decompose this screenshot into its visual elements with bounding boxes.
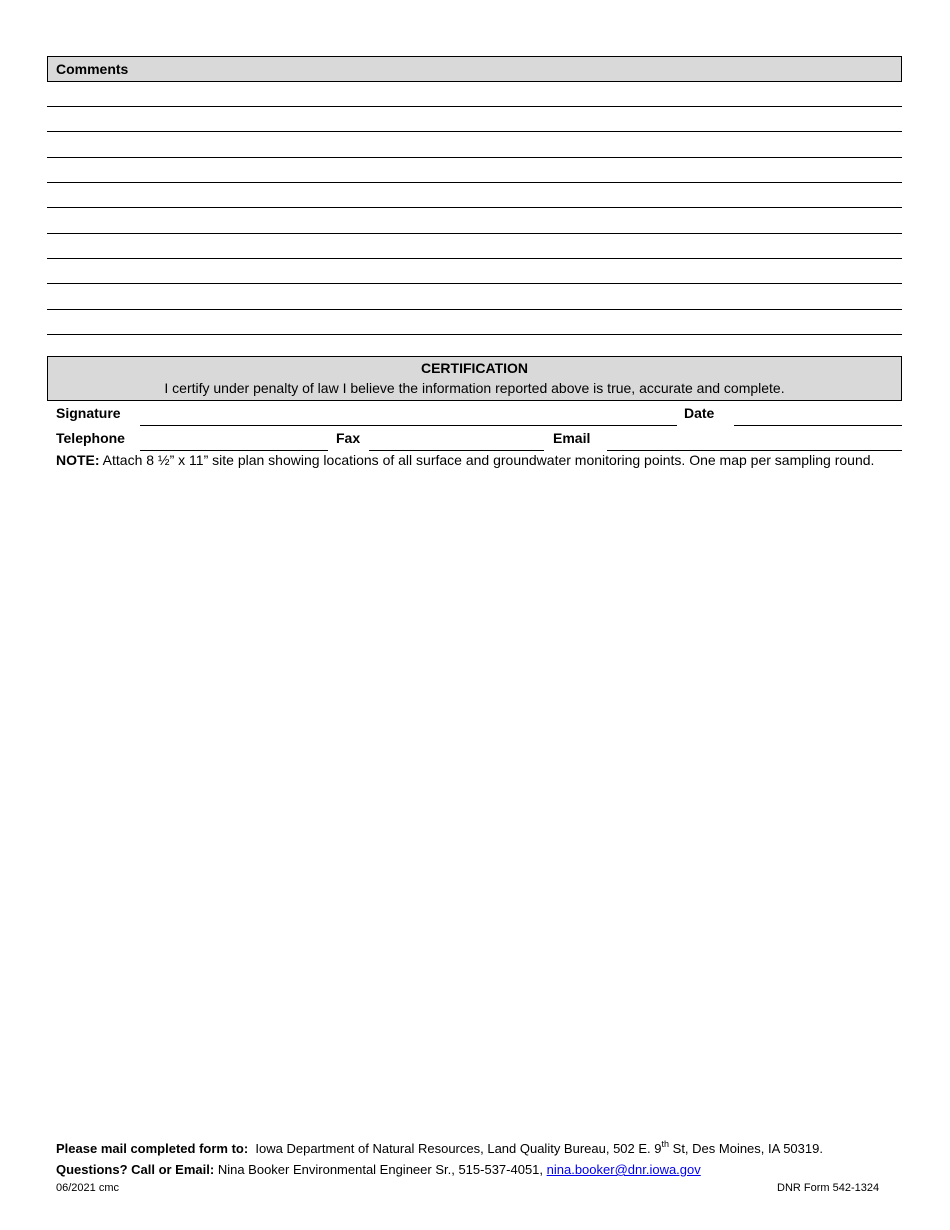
date-label: Date bbox=[684, 405, 715, 421]
comment-line[interactable] bbox=[47, 283, 902, 284]
note-label: NOTE: bbox=[56, 452, 100, 468]
date-field[interactable] bbox=[734, 425, 902, 426]
signature-label: Signature bbox=[56, 405, 121, 421]
certification-box bbox=[47, 356, 902, 401]
comment-line[interactable] bbox=[47, 233, 902, 234]
form-revision: 06/2021 cmc bbox=[56, 1182, 119, 1194]
comment-line[interactable] bbox=[47, 182, 902, 183]
questions-label: Questions? Call or Email: bbox=[56, 1162, 215, 1177]
form-number: DNR Form 542-1324 bbox=[777, 1182, 880, 1194]
comment-line[interactable] bbox=[47, 157, 902, 158]
contact-email-link[interactable]: nina.booker@dnr.iowa.gov bbox=[546, 1162, 701, 1177]
mail-address-part1: Iowa Department of Natural Resources, Land Quality Bureau, 502 E. 9 bbox=[248, 1141, 662, 1156]
comments-header bbox=[47, 56, 902, 82]
comment-line[interactable] bbox=[47, 334, 902, 335]
certification-title: CERTIFICATION bbox=[420, 360, 529, 376]
note-text: Attach 8 ½” x 11” site plan showing locations of all surface and groundwater monitoring points. One map per sampling round. bbox=[99, 452, 875, 468]
email-label: Email bbox=[553, 430, 591, 446]
comments-title: Comments bbox=[56, 61, 129, 77]
telephone-label: Telephone bbox=[56, 430, 125, 446]
comment-line[interactable] bbox=[47, 131, 902, 132]
certification-statement: I certify under penalty of law I believe the information reported above is true, accurate and complete. bbox=[164, 380, 785, 396]
comment-line[interactable] bbox=[47, 106, 902, 107]
comment-line[interactable] bbox=[47, 258, 902, 259]
note-paragraph bbox=[56, 451, 896, 470]
mail-address-superscript: th bbox=[661, 1139, 670, 1149]
mail-address-part2: St, Des Moines, IA 50319. bbox=[669, 1141, 823, 1156]
fax-label: Fax bbox=[336, 430, 361, 446]
questions-contact bbox=[56, 1162, 701, 1177]
signature-field[interactable] bbox=[140, 425, 677, 426]
mail-instructions bbox=[56, 1141, 823, 1156]
comment-line[interactable] bbox=[47, 309, 902, 310]
comment-line[interactable] bbox=[47, 207, 902, 208]
questions-text: Nina Booker Environmental Engineer Sr., 515-537-4051, bbox=[214, 1162, 547, 1177]
mail-label: Please mail completed form to: bbox=[56, 1141, 249, 1156]
